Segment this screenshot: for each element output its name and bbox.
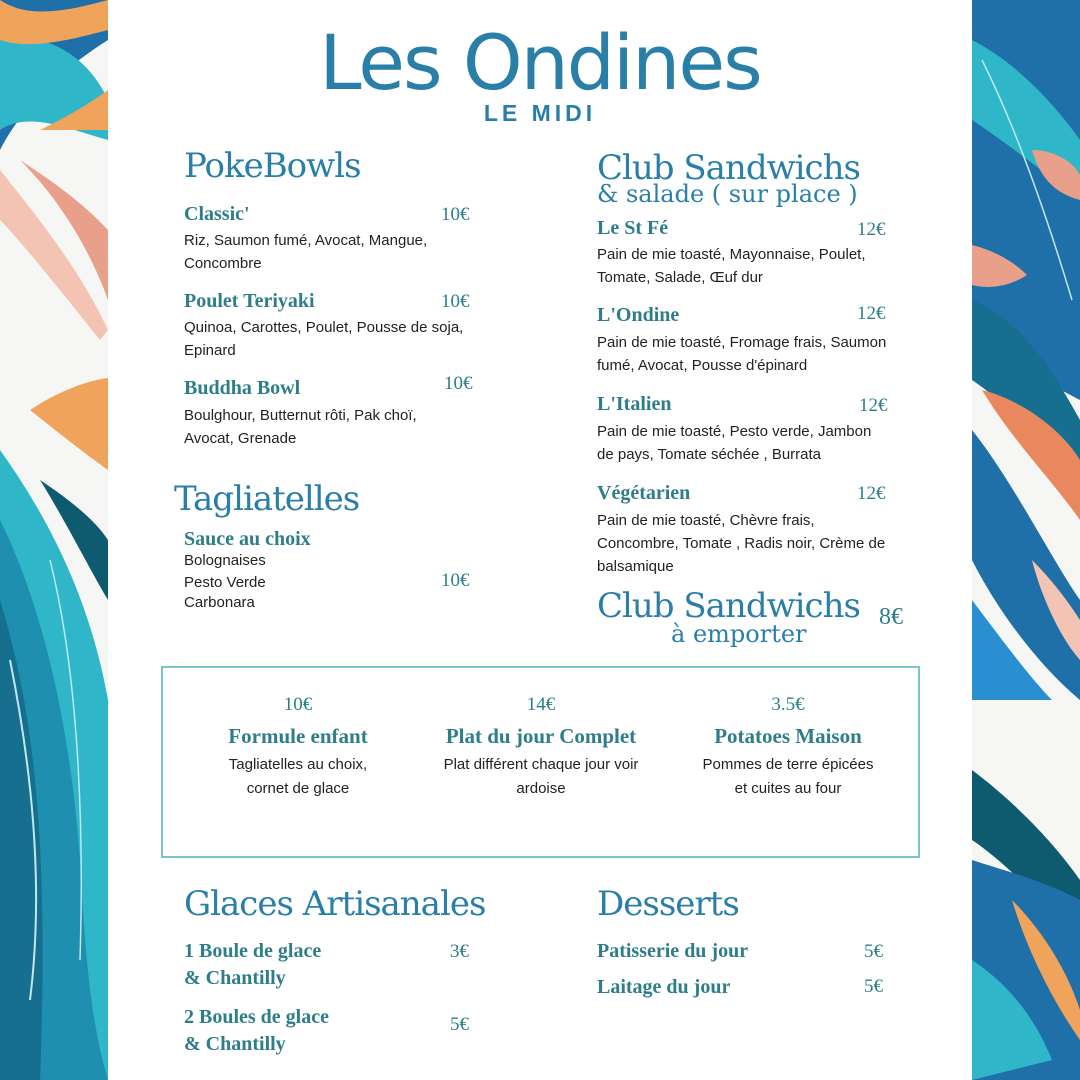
- item-price: 12€: [857, 303, 886, 324]
- formula-description: Tagliatelles au choix, cornet de glace: [228, 756, 368, 797]
- item-description: Riz, Saumon fumé, Avocat, Mangue, Concombre: [184, 232, 428, 272]
- formula-potatoes: [673, 694, 903, 801]
- sauce-option: Bolognaises: [184, 552, 266, 569]
- takeaway-price: 8€: [879, 604, 903, 630]
- item-price: 12€: [857, 483, 886, 504]
- item-description: Quinoa, Carottes, Poulet, Pousse de soja, Epinard: [184, 319, 464, 359]
- sauce-option: Carbonara: [184, 594, 255, 611]
- formula-description: Plat différent chaque jour voir ardoise: [443, 756, 639, 797]
- formulas-box: [161, 666, 920, 858]
- item-price: 5€: [450, 1014, 469, 1035]
- menu-subtitle: LE MIDI: [483, 100, 597, 126]
- club-heading: Club Sandwichs: [597, 148, 860, 188]
- item-price: 10€: [444, 373, 473, 394]
- formula-description: Pommes de terre épicées et cuites au four: [702, 756, 874, 797]
- item-description: Pain de mie toasté, Fromage frais, Saumon fumé, Avocat, Pousse d'épinard: [597, 334, 887, 374]
- item-name: 2 Boules de glace: [184, 1006, 329, 1028]
- item-name: Poulet Teriyaki: [184, 290, 315, 312]
- formula-price: 3.5€: [771, 694, 805, 715]
- item-description: Pain de mie toasté, Chèvre frais, Concombre, Tomate , Radis noir, Crème de balsamique: [597, 512, 886, 575]
- restaurant-title: Les Ondines: [319, 18, 761, 107]
- formula-price: 14€: [526, 694, 556, 715]
- tropical-leaves-illustration: [0, 0, 108, 1080]
- item-price: 10€: [441, 570, 470, 591]
- item-name: L'Ondine: [597, 304, 680, 326]
- item-name: Patisserie du jour: [597, 940, 749, 962]
- left-leaf-decoration: [0, 0, 108, 1080]
- formula-price: 10€: [283, 694, 313, 715]
- item-price: 12€: [859, 395, 888, 416]
- glaces-heading: Glaces Artisanales: [184, 884, 486, 924]
- item-name: Buddha Bowl: [184, 377, 301, 399]
- formula-name: Formule enfant: [228, 724, 368, 748]
- item-price: 5€: [864, 941, 883, 962]
- right-leaf-decoration: [972, 0, 1080, 1080]
- item-price: 10€: [441, 291, 470, 312]
- item-price: 10€: [441, 204, 470, 225]
- sauce-option: Pesto Verde: [184, 574, 266, 591]
- formula-name: Potatoes Maison: [714, 724, 862, 748]
- item-price: 5€: [864, 976, 883, 997]
- item-name: Végétarien: [597, 482, 691, 504]
- item-name: L'Italien: [597, 393, 672, 415]
- tagliatelles-heading: Tagliatelles: [174, 479, 360, 519]
- menu-page: [108, 0, 972, 1080]
- pokebowls-heading: PokeBowls: [184, 146, 361, 186]
- item-name: Sauce au choix: [184, 528, 311, 550]
- item-name: & Chantilly: [184, 1033, 286, 1055]
- item-name: & Chantilly: [184, 967, 286, 989]
- item-name: Laitage du jour: [597, 976, 731, 998]
- item-name: Le St Fé: [597, 217, 669, 239]
- formula-plat-du-jour: [426, 694, 656, 801]
- club-subheading: & salade ( sur place ): [597, 180, 858, 208]
- item-price: 3€: [450, 941, 469, 962]
- item-description: Boulghour, Butternut rôti, Pak choï, Avocat, Grenade: [184, 407, 417, 447]
- desserts-heading: Desserts: [597, 884, 739, 924]
- item-name: Classic': [184, 203, 250, 225]
- takeaway-subheading: à emporter: [671, 620, 807, 648]
- item-description: Pain de mie toasté, Pesto verde, Jambon de pays, Tomate séchée , Burrata: [597, 423, 872, 463]
- item-name: 1 Boule de glace: [184, 940, 322, 962]
- item-description: Pain de mie toasté, Mayonnaise, Poulet, Tomate, Salade, Œuf dur: [597, 246, 866, 286]
- formula-name: Plat du jour Complet: [445, 724, 637, 748]
- tropical-leaves-illustration: [972, 0, 1080, 1080]
- item-price: 12€: [857, 219, 886, 240]
- takeaway-heading: Club Sandwichs: [597, 586, 860, 626]
- formula-enfant: [163, 694, 433, 801]
